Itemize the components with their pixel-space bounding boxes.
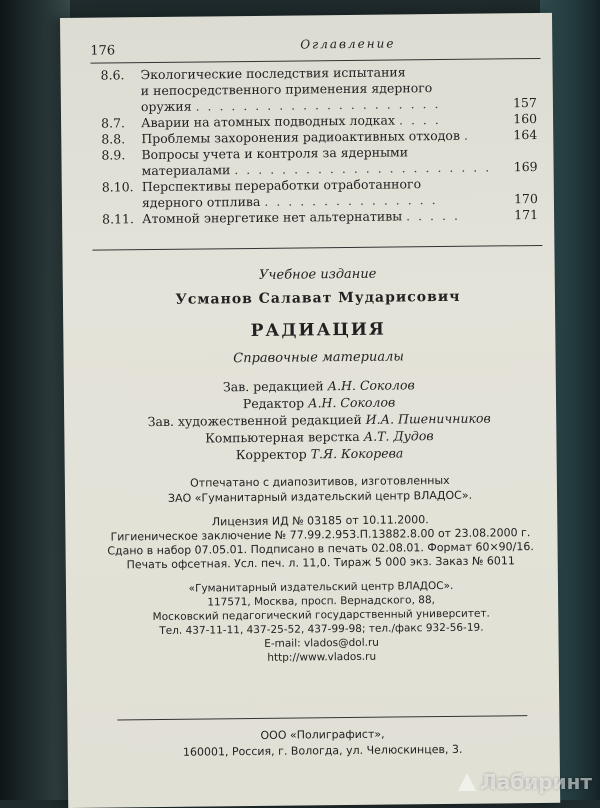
credit-role: Компьютерная верстка	[205, 428, 360, 446]
toc-entry-page: 171	[514, 207, 539, 223]
toc-entry-title-line: и непосредственного применения ядерного	[140, 80, 433, 99]
leader-dots: . . . .	[398, 112, 441, 128]
credit-role: Зав. редакцией	[222, 378, 324, 395]
credit-name: А.Н. Соколов	[327, 377, 415, 394]
print-note	[95, 472, 545, 507]
publisher-info	[96, 578, 547, 667]
publisher-email: E-mail: vlados@dol.ru	[264, 636, 379, 650]
leader-dots: .	[463, 127, 471, 143]
running-title: Оглавление	[300, 36, 396, 52]
toc-entry	[102, 175, 542, 212]
toc-entry-page: 170	[513, 191, 538, 207]
book-page	[60, 13, 560, 808]
toc-entry-number: 8.11.	[102, 211, 134, 227]
watermark	[458, 770, 592, 794]
license-line: Гигиеническое заключение № 77.99.2.953.П.13882.8.00 от 23.08.2000 г.	[110, 526, 531, 544]
printer-line: 160001, Россия, г. Вологда, ул. Челюскинцев, 3.	[182, 742, 463, 759]
toc-entry	[101, 143, 541, 180]
leader-dots: . . . . . . . . . . . . . . . . . . . . . .	[234, 159, 492, 178]
toc-entry-title-line: Экологические последствия испытания	[140, 64, 406, 83]
toc-entry-page: 157	[512, 95, 537, 111]
printer-info	[97, 725, 547, 762]
toc-entry-page: 164	[513, 127, 538, 143]
publisher-line: Московский педагогический государственный университет.	[152, 607, 490, 624]
toc-entry-title-text: материалами	[141, 162, 231, 179]
toc-entry-title-line: Перспективы переработки отработанного	[141, 176, 422, 195]
left-shadow	[0, 0, 70, 800]
book-title: РАДИАЦИЯ	[250, 319, 386, 342]
print-note-line: ЗАО «Гуманитарный издательский центр ВЛАДОС».	[167, 488, 473, 505]
book-subtitle: Справочные материалы	[233, 349, 405, 367]
print-note-line: Отпечатано с диапозитивов, изготовленных	[190, 473, 450, 490]
table-of-contents	[101, 63, 543, 228]
publisher-line: 117571, Москва, просп. Вернадского, 88,	[207, 594, 436, 609]
license-line: Сдано в набор 07.05.01. Подписано в печать 02.08.01. Формат 60×90/16.	[107, 540, 534, 558]
credit-name: Т.Я. Кокорева	[310, 445, 404, 462]
publisher-line: «Гуманитарный издательский центр ВЛАДОС».	[188, 579, 454, 595]
toc-entry	[101, 63, 541, 116]
toc-entry-title-text: Проблемы захоронения радиоактивных отходов	[141, 127, 461, 147]
leader-dots: . . . . .	[406, 207, 460, 224]
license-line: Лицензия ИД № 03185 от 10.11.2000.	[211, 513, 429, 529]
author-name: Усманов Салават Мударисович	[175, 288, 461, 308]
page-number: 176	[90, 43, 116, 59]
credit-role: Зав. художественной редакцией	[147, 411, 362, 430]
toc-entry-title-text: ядерного отплива	[141, 193, 261, 211]
toc-entry-number: 8.10.	[101, 179, 134, 195]
toc-entry-number: 8.6.	[100, 67, 125, 83]
toc-entry	[102, 207, 542, 228]
license-line: Печать офсетная. Усл. печ. л. 11,0. Тираж 5 000 экз. Заказ № 6011	[126, 554, 515, 572]
toc-entry-title-line	[142, 207, 542, 227]
leader-dots: . . . . . . . . . . . . . . .	[264, 192, 438, 209]
credit-role: Корректор	[235, 446, 307, 463]
labyrinth-logo-icon	[458, 773, 476, 791]
toc-entry-title-text: Аварии на атомных подводных лодках	[141, 112, 396, 131]
footer-rule	[117, 715, 527, 720]
license-info	[95, 512, 546, 573]
toc-entry-title-line: Вопросы учета и контроля за ядерными	[141, 144, 409, 163]
toc-entry-page: 160	[513, 111, 538, 127]
publisher-website: http://www.vlados.ru	[267, 650, 377, 664]
credit-role: Редактор	[242, 395, 305, 412]
leader-dots: . . . . . . . . . . . . . . . . . . . . .	[195, 96, 441, 114]
credit-name: И.А. Пшеничников	[365, 410, 491, 427]
toc-entry-number: 8.8.	[101, 131, 126, 147]
toc-entry-title-text: оружия	[140, 98, 192, 115]
credit-name: А.Т. Дудов	[363, 428, 434, 444]
publisher-line: Тел. 437-11-11, 437-25-52, 437-99-98; тел./факс 932-56-19.	[159, 621, 484, 637]
toc-entry-page: 169	[513, 159, 538, 175]
toc-entry-number: 8.9.	[101, 147, 126, 163]
toc-entry-number: 8.7.	[101, 115, 126, 131]
editorial-credits	[94, 375, 545, 465]
toc-end-rule	[92, 245, 542, 251]
imprint	[93, 253, 547, 667]
credit-line	[95, 443, 545, 465]
toc-entry-title-text: Атомной энергетике нет альтернативы	[142, 208, 403, 227]
watermark-text: Лабиринт	[480, 770, 592, 794]
edition-kind: Учебное издание	[258, 266, 377, 283]
credit-name: А.Н. Соколов	[307, 394, 396, 411]
printer-line: ООО «Полиграфист»,	[260, 727, 385, 742]
